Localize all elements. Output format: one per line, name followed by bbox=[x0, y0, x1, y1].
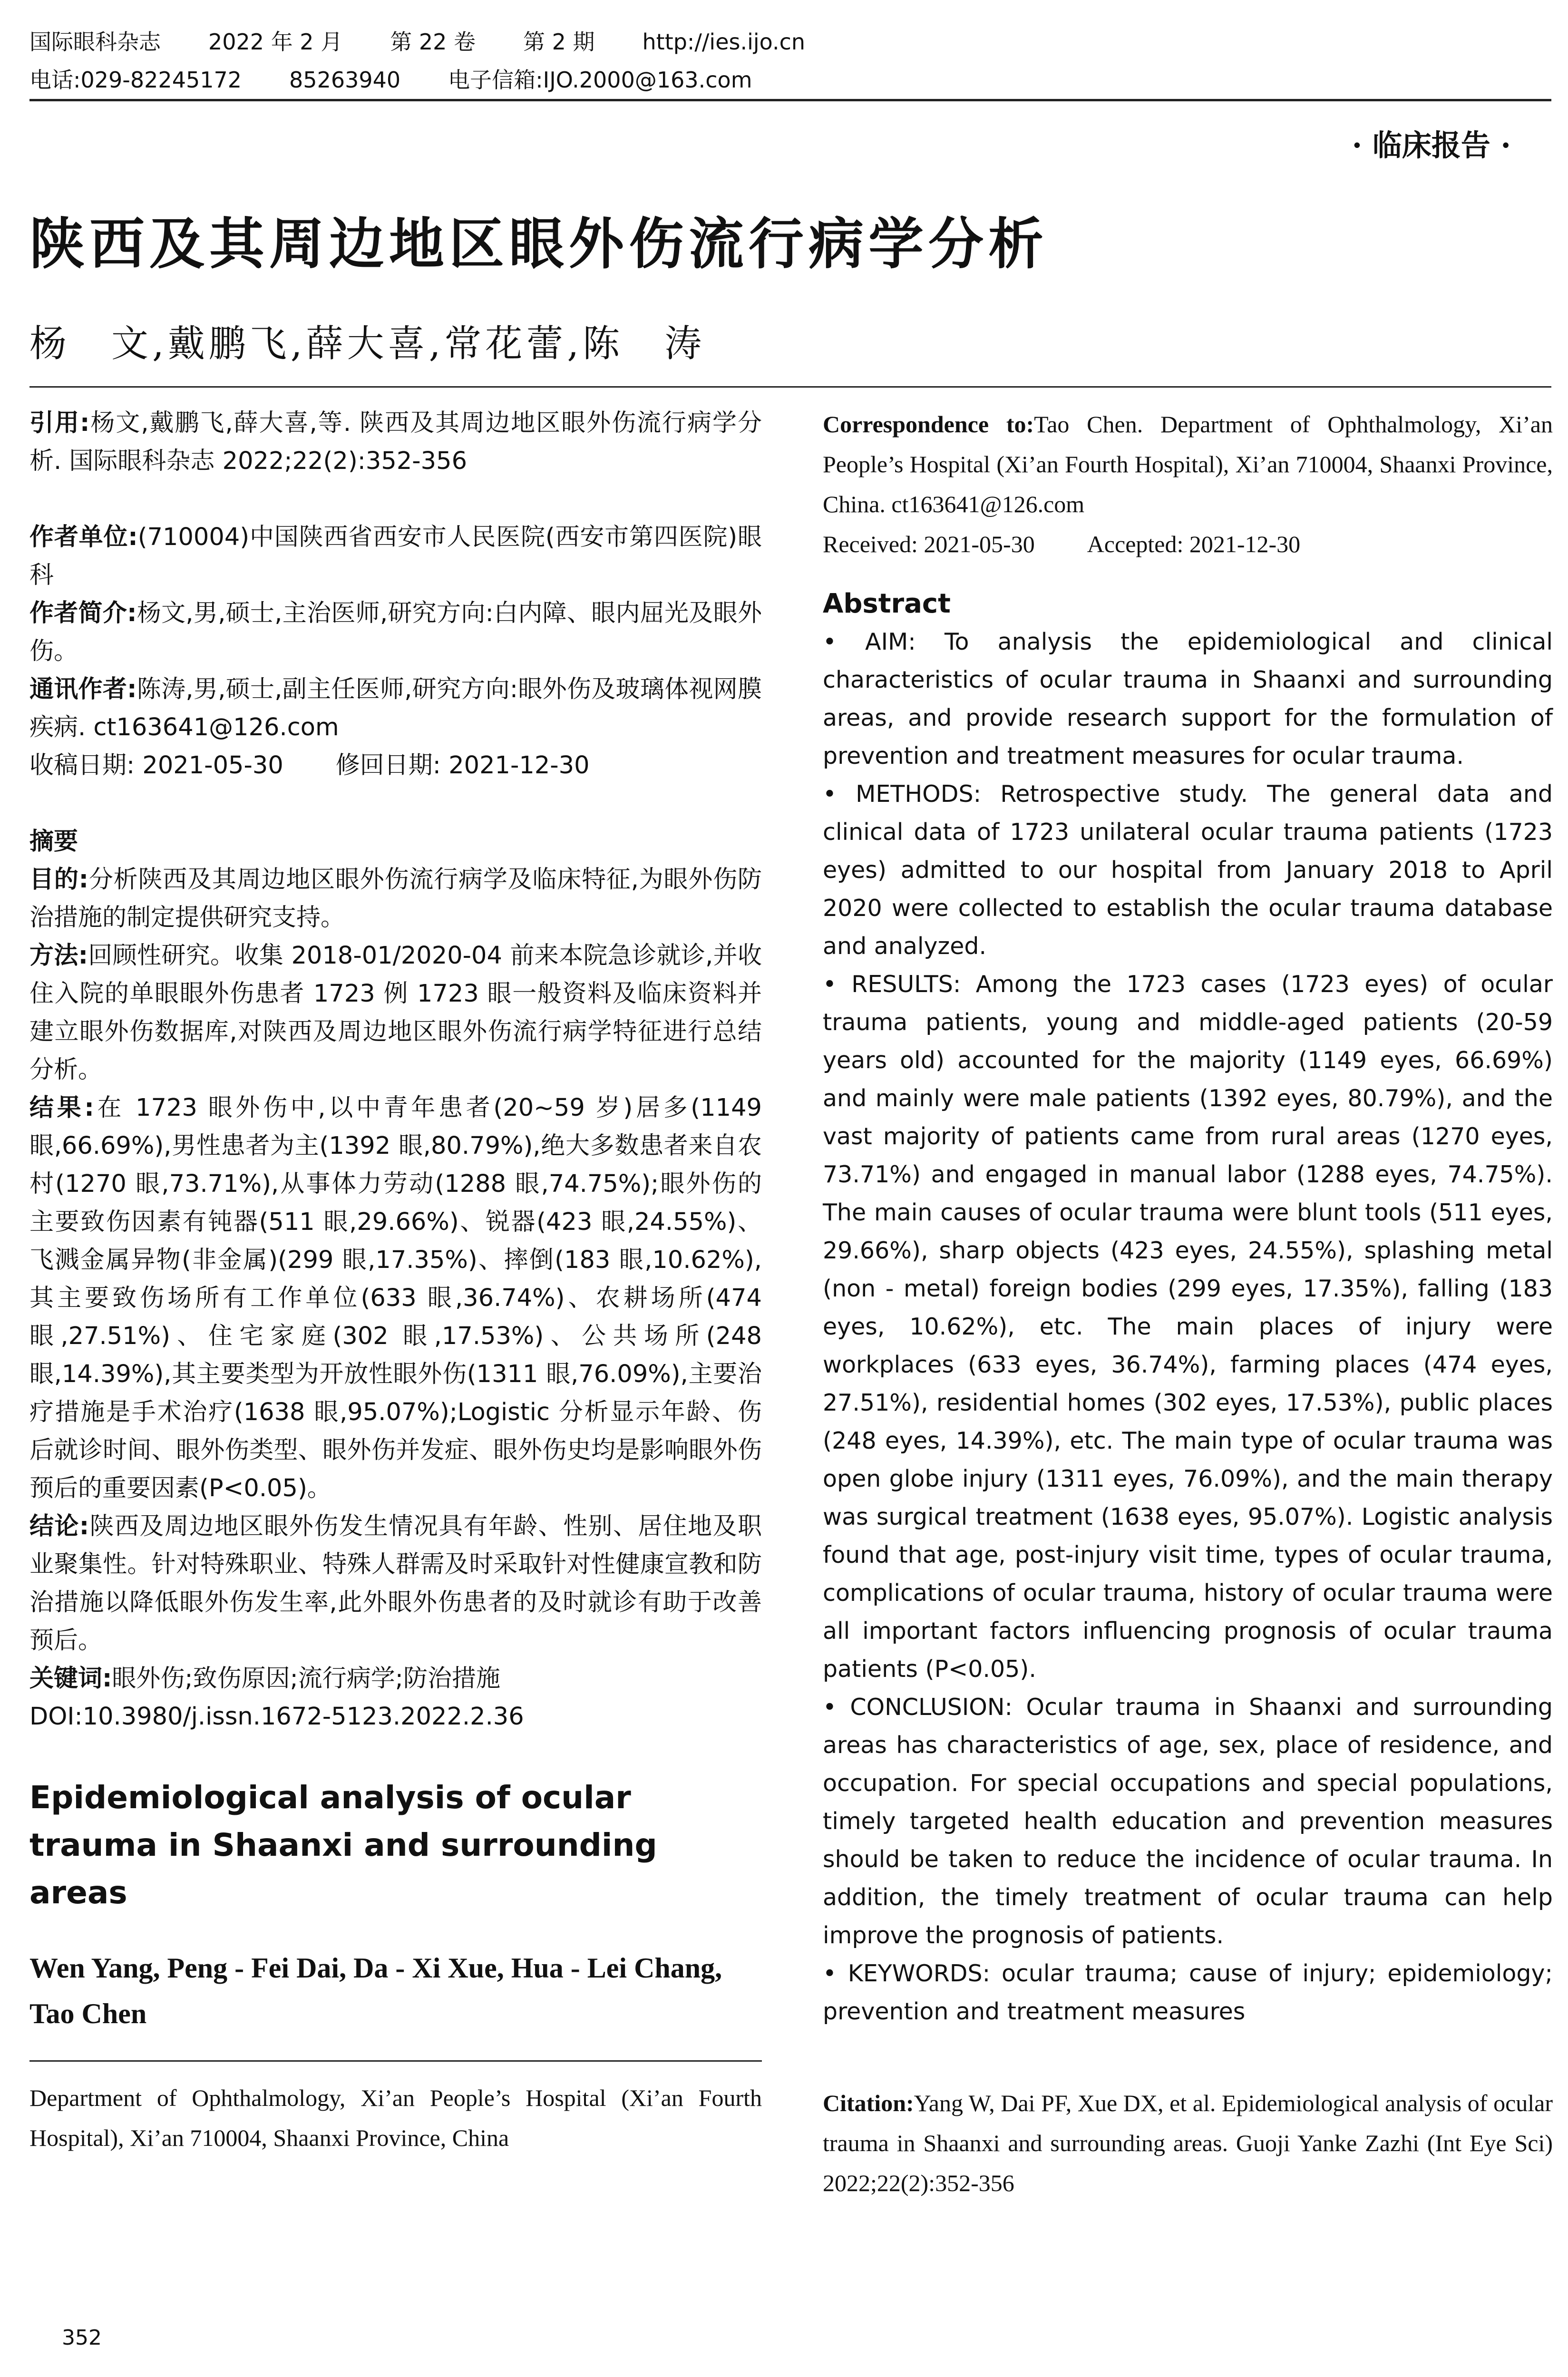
left-column bbox=[29, 404, 762, 2158]
keywords-en-label: • KEYWORDS: bbox=[823, 1960, 991, 1987]
spacer bbox=[29, 1917, 762, 1945]
right-column bbox=[823, 404, 1553, 2203]
keywords-zh-label: 关键词: bbox=[29, 1665, 112, 1693]
conclusion-en-text: Ocular trauma in Shaanxi and surrounding areas has characteristics of age, sex, place of residence, and occupation. For special occupations and special populations, timely targeted health education and prevention measures should be taken to reduce the incidence of ocular trauma. In addition, the timely treatment of ocular trauma can help improve the prognosis of patients. bbox=[823, 1694, 1553, 1949]
results-en-text: Among the 1723 cases (1723 eyes) of ocular trauma patients, young and middle-aged patients (20-59 years old) accounted for the majority (1149 eyes, 66.69%) and mainly were male patients (1392 eyes, 80.79%), and the vast majority of patients came from rural areas (1270 eyes, 73.71%) and engaged in manual labor (1288 eyes, 74.75%). The main causes of ocular trauma were blunt tools (511 eyes, 29.66%), sharp objects (423 eyes, 24.55%), splashing metal (non - metal) foreign bodies (299 eyes, 17.35%), falling (183 eyes, 10.62%), etc. The main places of injury were workplaces (633 eyes, 36.74%), farming places (474 eyes, 27.51%), residential homes (302 eyes, 17.53%), public places (248 eyes, 14.39%), etc. The main type of ocular trauma was open globe injury (1311 eyes, 76.09%), and the main therapy was surgical treatment (1638 eyes, 95.07%). Logistic analysis found that age, post-injury visit time, types of ocular trauma, complications of ocular trauma, history of ocular trauma were all important factors influencing prognosis of ocular trauma patients (P<0.05). bbox=[823, 971, 1553, 1683]
spacer bbox=[823, 564, 1553, 585]
methods-en bbox=[823, 775, 1553, 965]
conclusion-zh bbox=[29, 1508, 762, 1660]
received-date-en: Received: 2021-05-30 bbox=[823, 531, 1035, 557]
author-bio-label: 作者简介: bbox=[29, 599, 137, 627]
journal-url[interactable]: http://ies.ijo.cn bbox=[642, 29, 806, 55]
citation-en bbox=[823, 2083, 1553, 2203]
citation-zh bbox=[29, 404, 762, 480]
affiliation-zh-label: 作者单位: bbox=[29, 523, 138, 551]
objective-zh-text: 分析陕西及其周边地区眼外伤流行病学及临床特征,为眼外伤防治措施的制定提供研究支持。 bbox=[29, 866, 762, 932]
conclusion-en-label: • CONCLUSION: bbox=[823, 1694, 1013, 1721]
journal-name: 国际眼科杂志 bbox=[29, 29, 161, 55]
authors-divider bbox=[29, 386, 1551, 388]
abstract-heading-zh bbox=[29, 823, 762, 861]
objective-zh-label: 目的: bbox=[29, 866, 89, 894]
results-zh-label: 结果: bbox=[29, 1094, 94, 1122]
conclusion-zh-label: 结论: bbox=[29, 1512, 89, 1540]
phone: 电话:029-82245172 bbox=[29, 67, 242, 93]
citation-en-label: Citation: bbox=[823, 2090, 914, 2116]
aim-en-text: To analysis the epidemiological and clinical characteristics of ocular trauma in Shaanxi and surrounding areas, and provide research support for the formulation of prevention and treatment measures for ocular trauma. bbox=[823, 628, 1553, 770]
corresponding-author-zh-label: 通讯作者: bbox=[29, 675, 137, 703]
spacer bbox=[29, 785, 762, 823]
methods-zh-label: 方法: bbox=[29, 942, 88, 970]
phone-2: 85263940 bbox=[289, 67, 401, 93]
aim-en-label: • AIM: bbox=[823, 628, 916, 655]
section-label: · 临床报告 · bbox=[1352, 128, 1511, 163]
issue-number: 第 2 期 bbox=[523, 29, 595, 55]
dates-en bbox=[823, 524, 1553, 564]
spacer bbox=[29, 1736, 762, 1774]
conclusion-en bbox=[823, 1688, 1553, 1955]
affiliation-zh bbox=[29, 518, 762, 594]
received-date-zh: 收稿日期: 2021-05-30 bbox=[29, 751, 283, 779]
header-line-1 bbox=[29, 23, 1551, 61]
affiliation-zh-text: (710004)中国陕西省西安市人民医院(西安市第四医院)眼科 bbox=[29, 523, 762, 589]
doi[interactable]: DOI:10.3980/j.issn.1672-5123.2022.2.36 bbox=[29, 1703, 524, 1731]
keywords-zh bbox=[29, 1660, 762, 1698]
spacer bbox=[823, 2031, 1553, 2083]
results-zh bbox=[29, 1089, 762, 1508]
article-title-en: Epidemiological analysis of ocular trauma in Shaanxi and surrounding areas bbox=[29, 1779, 657, 1911]
dates-zh bbox=[29, 747, 762, 785]
page-number: 352 bbox=[62, 2326, 102, 2350]
journal-header bbox=[29, 23, 1551, 99]
header-line-2 bbox=[29, 61, 1551, 99]
methods-en-text: Retrospective study. The general data and clinical data of 1723 unilateral ocular trauma patients (1723 eyes) admitted to our hospital from January 2018 to April 2020 were collected to establish the ocular trauma database and analyzed. bbox=[823, 780, 1553, 960]
corresponding-author-zh bbox=[29, 671, 762, 747]
header-divider bbox=[29, 99, 1551, 101]
abstract-heading-zh-text: 摘要 bbox=[29, 828, 78, 856]
article-title-zh: 陕西及其周边地区眼外伤流行病学分析 bbox=[29, 212, 1048, 276]
spacer bbox=[29, 480, 762, 518]
results-en bbox=[823, 965, 1553, 1688]
citation-zh-label: 引用: bbox=[29, 409, 90, 437]
citation-en-text: Yang W, Dai PF, Xue DX, et al. Epidemiological analysis of ocular trauma in Shaanxi and surrounding areas. Guoji Yanke Zazhi (Int Eye Sci) 2022;22(2):352-356 bbox=[823, 2090, 1553, 2196]
authors-en: Wen Yang, Peng - Fei Dai, Da - Xi Xue, Hua - Lei Chang, Tao Chen bbox=[29, 1952, 722, 2029]
correspondence-en bbox=[823, 404, 1553, 524]
authors-zh: 杨 文,戴鹏飞,薛大喜,常花蕾,陈 涛 bbox=[29, 322, 706, 365]
email[interactable]: 电子信箱:IJO.2000@163.com bbox=[448, 67, 752, 93]
abstract-heading-en: Abstract bbox=[823, 588, 951, 619]
methods-zh bbox=[29, 937, 762, 1089]
author-bio-text: 杨文,男,硕士,主治医师,研究方向:白内障、眼内屈光及眼外伤。 bbox=[29, 599, 762, 665]
conclusion-zh-text: 陕西及周边地区眼外伤发生情况具有年龄、性别、居住地及职业聚集性。针对特殊职业、特殊人群需及时采取针对性健康宣教和防治措施以降低眼外伤发生率,此外眼外伤患者的及时就诊有助于改善预后。 bbox=[29, 1512, 762, 1655]
methods-en-label: • METHODS: bbox=[823, 780, 982, 808]
accepted-date-en: Accepted: 2021-12-30 bbox=[1087, 531, 1301, 557]
results-zh-text: 在 1723 眼外伤中,以中青年患者(20~59 岁)居多(1149 眼,66.69%),男性患者为主(1392 眼,80.79%),绝大多数患者来自农村(1270 眼,73.71%),从事体力劳动(1288 眼,74.75%);眼外伤的主要致伤因素有钝器(511 眼,29.66%)、锐器(423 眼,24.55%)、飞溅金属异物(非金属)(299 眼,17.35%)、摔倒(183 眼,10.62%),其主要致伤场所有工作单位(633 眼,36.74%)、农耕场所(474 眼,27.51%)、住宅家庭(302 眼,17.53%)、公共场所(248 眼,14.39%),其主要类型为开放性眼外伤(1311 眼,76.09%),主要治疗措施是手术治疗(1638 眼,95.07%);Logistic 分析显示年龄、伤后就诊时间、眼外伤类型、眼外伤并发症、眼外伤史均是影响眼外伤预后的重要因素(P<0.05)。 bbox=[29, 1094, 762, 1502]
correspondence-en-text: Tao Chen. Department of Ophthalmology, Xi’an People’s Hospital (Xi’an Fourth Hospital), Xi’an 710004, Shaanxi Province, China. ct163641@126.com bbox=[823, 411, 1553, 517]
objective-zh bbox=[29, 861, 762, 937]
author-bio bbox=[29, 594, 762, 671]
corresponding-author-zh-text: 陈涛,男,硕士,副主任医师,研究方向:眼外伤及玻璃体视网膜疾病. ct163641@126.com bbox=[29, 675, 762, 741]
keywords-en bbox=[823, 1955, 1553, 2031]
citation-zh-text: 杨文,戴鹏飞,薛大喜,等. 陕西及其周边地区眼外伤流行病学分析. 国际眼科杂志 2022;22(2):352-356 bbox=[29, 409, 762, 475]
affiliation-divider bbox=[29, 2060, 762, 2062]
affiliation-en: Department of Ophthalmology, Xi’an People’s Hospital (Xi’an Fourth Hospital), Xi’an 710004, Shaanxi Province, China bbox=[29, 2085, 762, 2151]
revised-date-zh: 修回日期: 2021-12-30 bbox=[335, 751, 590, 779]
aim-en bbox=[823, 623, 1553, 775]
results-en-label: • RESULTS: bbox=[823, 971, 961, 998]
keywords-zh-text: 眼外伤;致伤原因;流行病学;防治措施 bbox=[112, 1665, 500, 1693]
volume: 第 22 卷 bbox=[390, 29, 476, 55]
correspondence-en-label: Correspondence to: bbox=[823, 411, 1034, 438]
issue-date: 2022 年 2 月 bbox=[208, 29, 343, 55]
methods-zh-text: 回顾性研究。收集 2018-01/2020-04 前来本院急诊就诊,并收住入院的单眼眼外伤患者 1723 例 1723 眼一般资料及临床资料并建立眼外伤数据库,对陕西及周边地区眼外伤流行病学特征进行总结分析。 bbox=[29, 942, 762, 1084]
keywords-en-text: ocular trauma; cause of injury; epidemiology; prevention and treatment measures bbox=[823, 1960, 1553, 2025]
